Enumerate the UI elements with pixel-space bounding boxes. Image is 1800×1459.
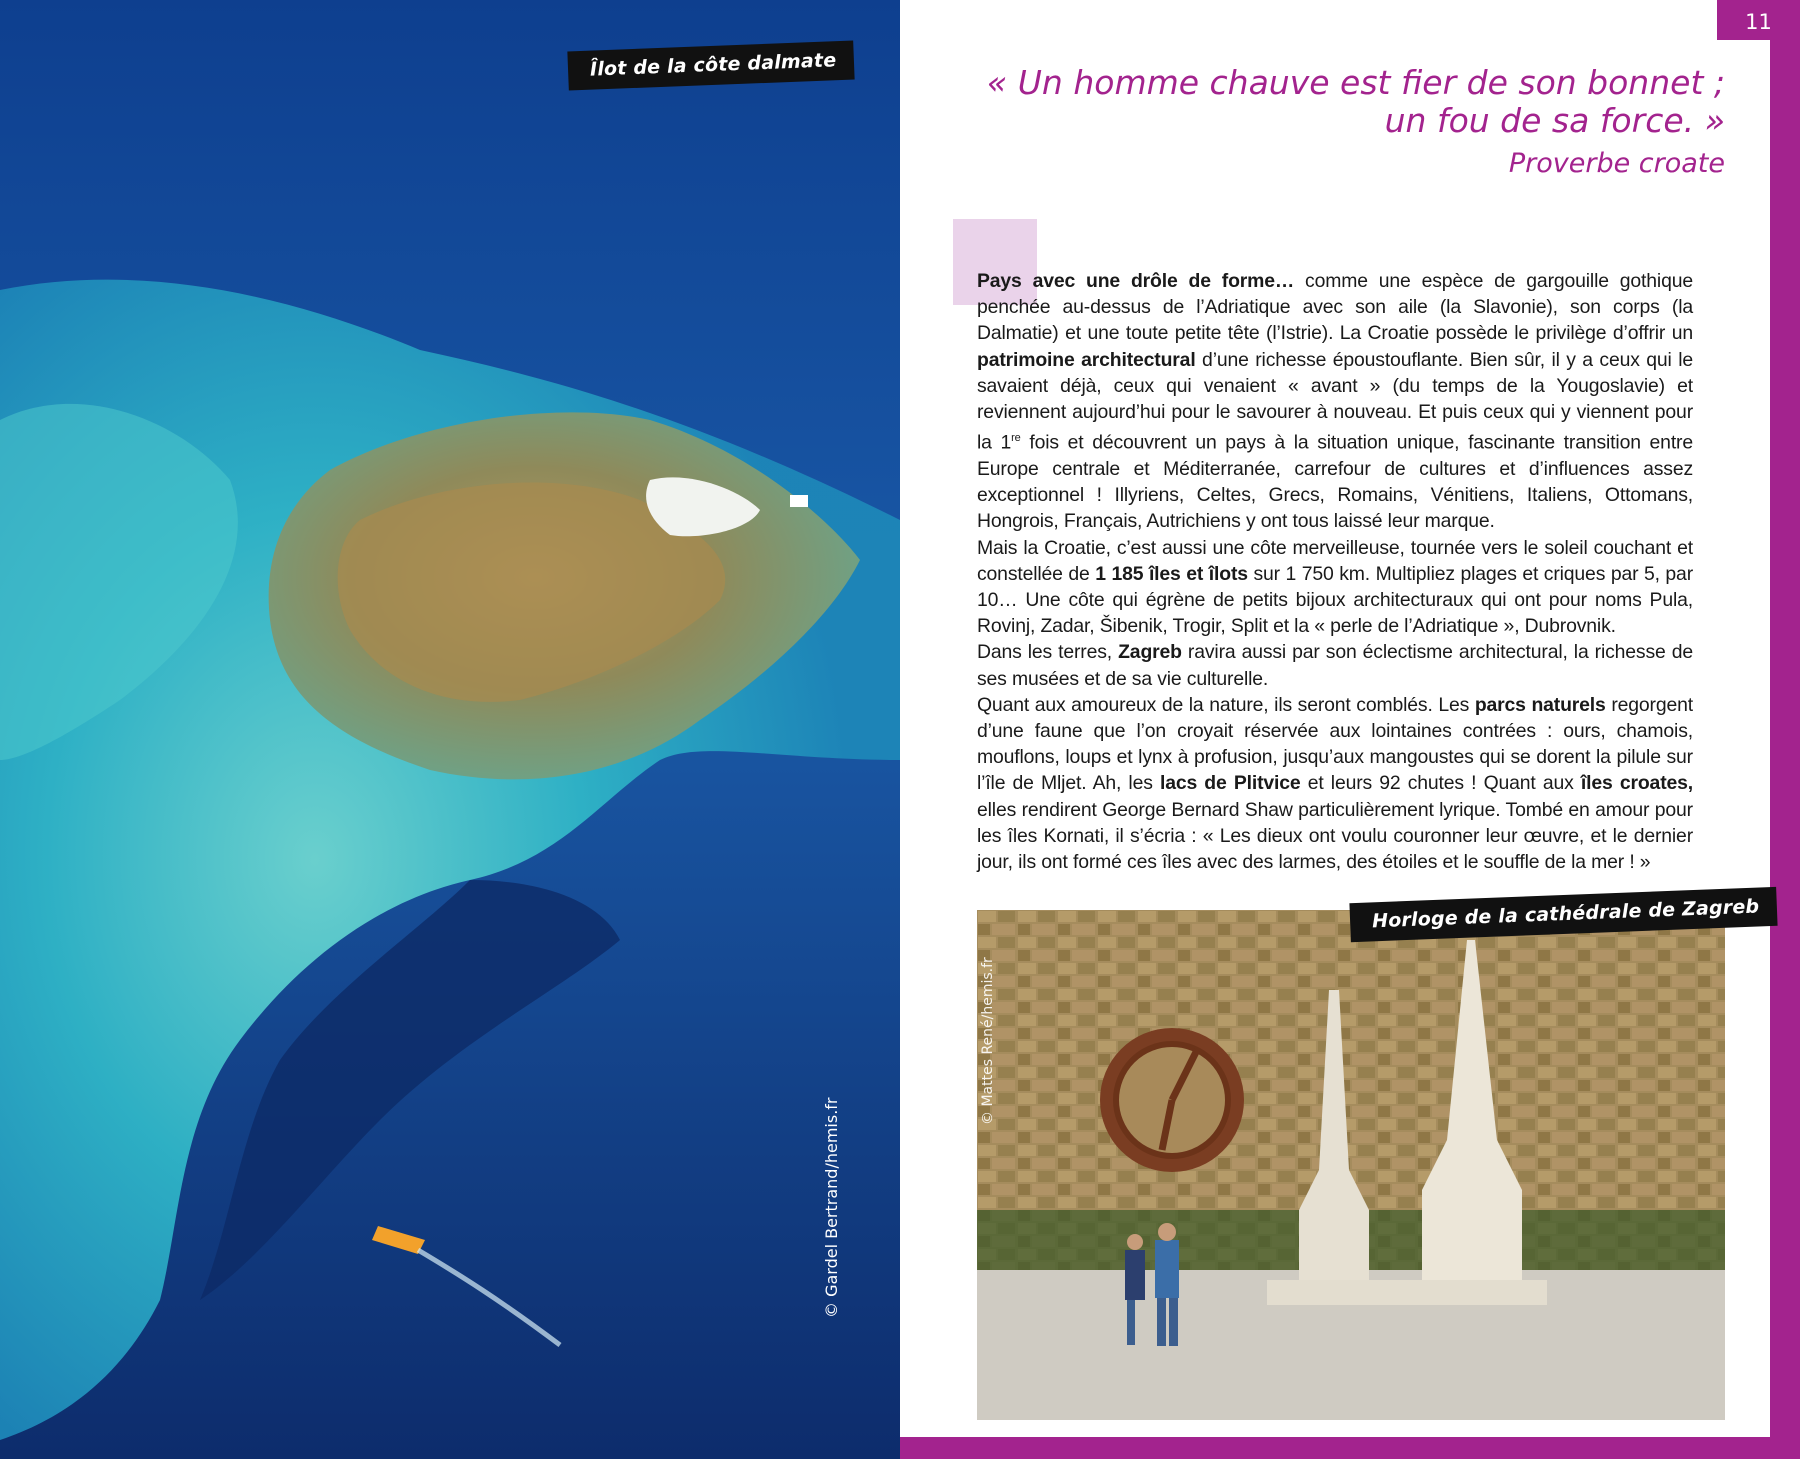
bold-run: patrimoine architectural bbox=[977, 348, 1196, 371]
paragraph-4 bbox=[977, 692, 1693, 875]
bold-run: îles croates, bbox=[1580, 772, 1694, 795]
photo-caption-tag: Horloge de la cathédrale de Zagreb bbox=[1349, 887, 1778, 942]
text-run: Dans les terres, bbox=[977, 641, 1119, 664]
text-run: elles rendirent George Bernard Shaw particulièrement lyrique. Tombé en amour pour les îles Kornati, il s’écria : « Les dieux ont voulu couronner leur œuvre, et le dernier jour, ils ont formé ces îles avec des larmes, des étoiles et le souffle de la mer ! » bbox=[977, 798, 1693, 873]
body-text bbox=[977, 268, 1693, 875]
quote-line-1: « Un homme chauve est fier de son bonnet ; bbox=[986, 63, 1725, 102]
text-run: ravira aussi par son éclectisme architectural, la richesse de ses musées et de sa vie culturelle. bbox=[977, 641, 1693, 690]
paragraph-2 bbox=[977, 535, 1693, 640]
quote-source: Proverbe croate bbox=[1508, 148, 1725, 179]
text-run: et leurs 92 chutes ! Quant aux bbox=[1300, 772, 1581, 795]
paragraph-3 bbox=[977, 639, 1693, 691]
photo-credit: © Gardel Bertrand/hemis.fr bbox=[822, 1097, 841, 1318]
zagreb-photo bbox=[977, 910, 1725, 1420]
quote-line-2: un fou de sa force. » bbox=[1384, 101, 1725, 140]
page-number: 11 bbox=[1717, 0, 1800, 40]
bold-run: 1 185 îles et îlots bbox=[1095, 562, 1248, 585]
text-run: comme une espèce de gargouille gothique penchée au-dessus de l’Adriatique avec son aile (la Slavonie), son corps (la Dalmatie) et une toute petite tête (l’Istrie). La Croatie possède le privilège d’offrir un bbox=[977, 270, 1693, 345]
page-frame-right bbox=[1770, 40, 1800, 1459]
text-run: Mais la Croatie, c’est aussi une côte merveilleuse, tournée vers le soleil couchant et constellée de bbox=[977, 536, 1693, 585]
paragraph-1 bbox=[977, 268, 1693, 535]
epigraph-quote bbox=[960, 64, 1725, 140]
photo-caption-tag: Îlot de la côte dalmate bbox=[567, 41, 855, 91]
bold-run: lacs de Plitvice bbox=[1159, 772, 1301, 795]
zagreb-photo-illustration bbox=[977, 910, 1725, 1420]
page-frame-bottom bbox=[900, 1437, 1800, 1459]
bold-run: parcs naturels bbox=[1474, 693, 1606, 716]
text-run: regorgent d’une faune que l’on croyait réservée aux lointaines contrées : ours, chamois, mouflons, loups et lynx à profusion, jusqu’aux mangoustes qui se dorent la pilule sur l’île de Mljet. Ah, les bbox=[977, 693, 1693, 795]
photo-credit: © Mattes René/hemis.fr bbox=[980, 957, 996, 1125]
lead-text: Pays avec une drôle de forme… bbox=[977, 270, 1295, 292]
text-run: d’une richesse époustouflante. Bien sûr, il y a ceux qui le savaient déjà, ceux qui venaient « avant » (du temps de la Yougoslavie) et reviennent aujourd’hui pour le savourer à nouveau. Et puis ceux qui y viennent pour la 1 bbox=[977, 348, 1693, 454]
text-run: fois et découvrent un pays à la situation unique, fascinante transition entre Europe centrale et Méditerranée, carrefour de cultures et d’influences assez exceptionnel ! Illyriens, Celtes, Grecs, Romains, Vénitiens, Italiens, Ottomans, Hongrois, Français, Autrichiens y ont tous laissé leur marque. bbox=[977, 431, 1693, 533]
superscript: re bbox=[1011, 432, 1021, 445]
bold-run: Zagreb bbox=[1118, 641, 1182, 664]
text-run: sur 1 750 km. Multipliez plages et criques par 5, par 10… Une côte qui égrène de petits bijoux architecturaux qui ont pour noms Pula, Rovinj, Zadar, Šibenik, Trogir, Split et la « perle de l’Adriatique », Dubrovnik. bbox=[977, 562, 1693, 638]
text-run: Quant aux amoureux de la nature, ils seront comblés. Les bbox=[977, 693, 1475, 716]
clock-icon bbox=[1100, 1028, 1244, 1172]
